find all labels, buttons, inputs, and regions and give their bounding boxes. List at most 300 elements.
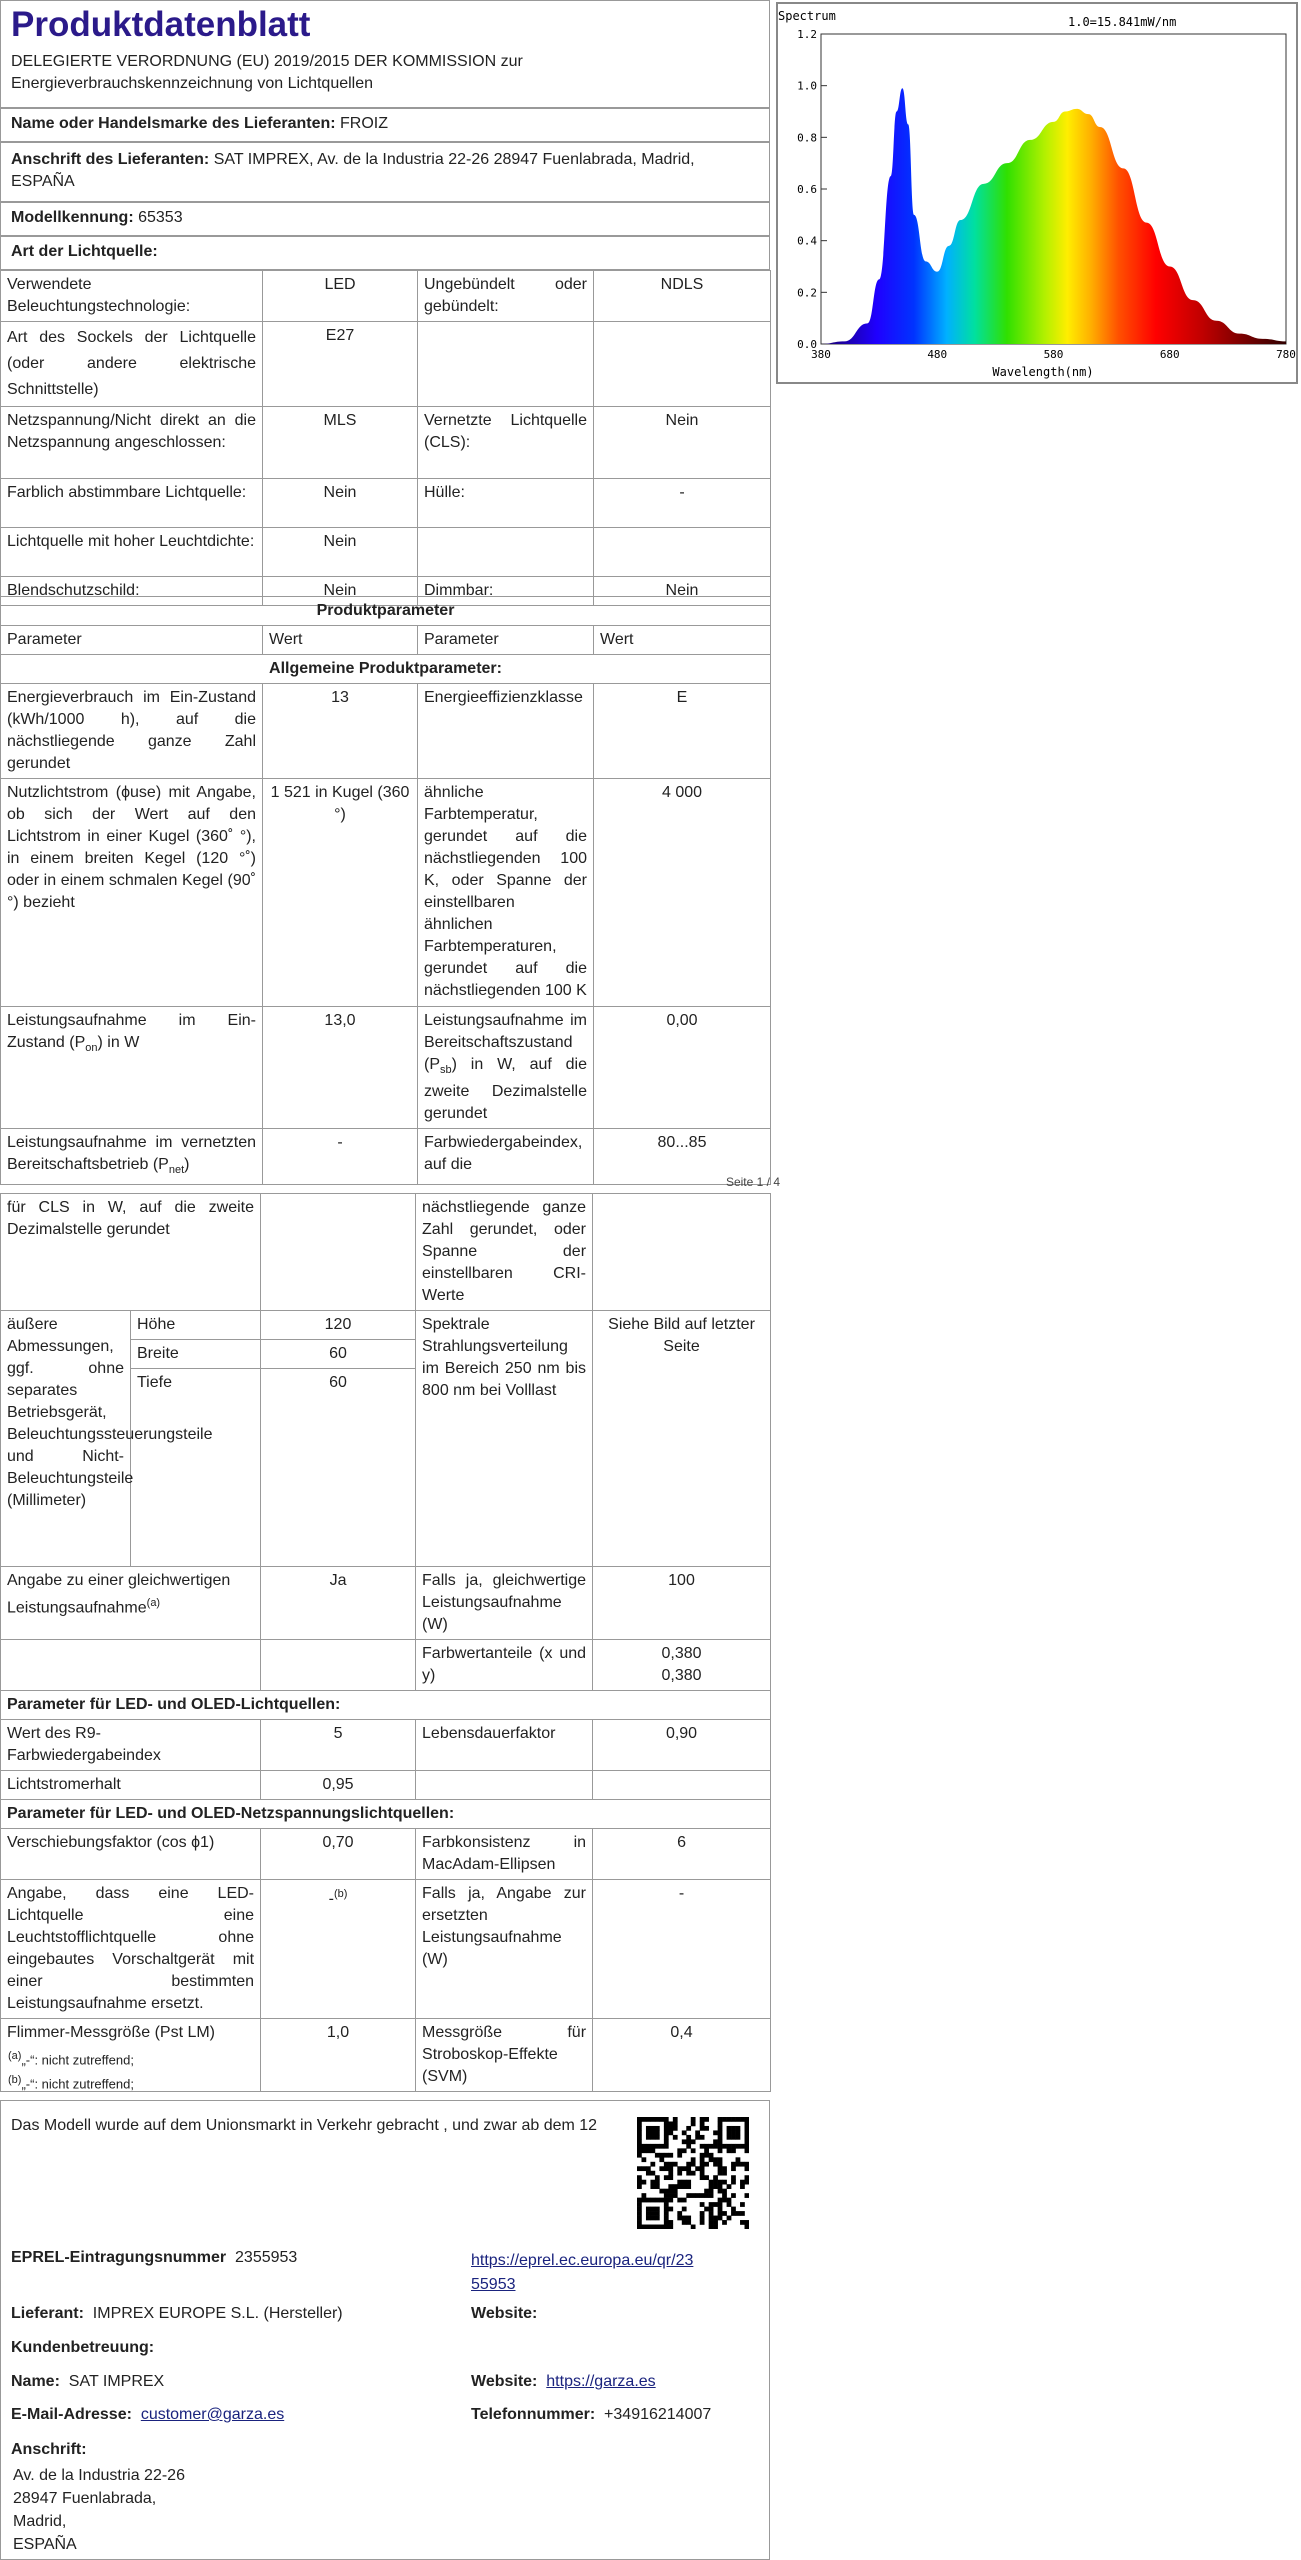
website2-row: Website: https://garza.es: [471, 2373, 656, 2390]
qr-module: [673, 2193, 678, 2198]
customer-service-label: Kundenbetreuung:: [11, 2339, 155, 2356]
qr-module: [650, 2211, 655, 2216]
qr-module: [668, 2166, 673, 2171]
qr-module: [655, 2144, 660, 2149]
param-value: 100: [593, 1567, 771, 1640]
qr-module: [718, 2166, 723, 2171]
qr-module: [700, 2121, 705, 2126]
qr-module: [659, 2153, 664, 2158]
qr-module: [637, 2220, 642, 2225]
qr-module: [700, 2157, 705, 2162]
type-value: [594, 528, 771, 577]
qr-module: [686, 2126, 691, 2131]
qr-module: [668, 2130, 673, 2135]
qr-module: [704, 2126, 709, 2131]
supplier-name-value: FROIZ: [340, 115, 389, 132]
param-label: Lichtstromerhalt: [1, 1771, 261, 1800]
qr-module: [718, 2162, 723, 2167]
qr-module: [637, 2126, 642, 2131]
qr-module: [731, 2126, 736, 2131]
qr-module: [664, 2166, 669, 2171]
table-row: [1, 322, 771, 407]
table-row: [1, 1311, 771, 1340]
qr-module: [655, 2207, 660, 2212]
qr-module: [668, 2198, 673, 2203]
qr-module: [736, 2126, 741, 2131]
qr-module: [686, 2184, 691, 2189]
qr-module: [745, 2126, 749, 2131]
qr-module: [637, 2117, 642, 2122]
qr-module: [718, 2121, 723, 2126]
y-tick-label: 0.8: [797, 131, 817, 145]
qr-module: [655, 2211, 660, 2216]
email-link[interactable]: customer@garza.es: [140, 2406, 285, 2423]
qr-module: [664, 2162, 669, 2167]
qr-module: [641, 2148, 646, 2153]
qr-module: [668, 2171, 673, 2176]
mains-heading: Parameter für LED- und OLED-Netzspannungslichtquellen:: [1, 1800, 771, 1829]
x-tick-label: 680: [1159, 348, 1180, 361]
qr-module: [700, 2144, 705, 2149]
qr-module: [664, 2202, 669, 2207]
qr-module: [659, 2225, 664, 2229]
qr-module: [731, 2193, 736, 2198]
qr-module: [673, 2162, 678, 2167]
qr-module: [722, 2220, 727, 2225]
qr-module: [673, 2117, 678, 2122]
dimensions-label: äußere Abmessungen, ggf. ohne separates Betriebsgerät, Beleuchtungssteuerungsteile und Nicht-Beleuchtungsteile (Millimeter): [1, 1311, 131, 1567]
qr-module: [695, 2135, 700, 2140]
qr-module: [704, 2153, 709, 2158]
qr-module: [709, 2193, 714, 2198]
qr-module: [637, 2121, 642, 2126]
qr-module: [646, 2211, 651, 2216]
y-tick-label: 1.2: [797, 28, 817, 41]
supplier-address-row: [0, 142, 770, 202]
qr-module: [745, 2148, 749, 2153]
qr-module: [664, 2198, 669, 2203]
col-value: Wert: [594, 626, 771, 655]
qr-module: [727, 2130, 732, 2135]
qr-module: [664, 2216, 669, 2221]
qr-module: [664, 2126, 669, 2131]
qr-module: [686, 2135, 691, 2140]
qr-module: [677, 2166, 682, 2171]
param-value: 0,70: [261, 1829, 416, 1880]
col-value: Wert: [263, 626, 418, 655]
param-label: Leistungsaufnahme im vernetzten Bereitschaftsbetrieb $(P_{net})$: [1, 1129, 263, 1185]
qr-module: [718, 2184, 723, 2189]
type-value: LED: [263, 271, 418, 322]
qr-module: [668, 2193, 673, 2198]
qr-module: [655, 2130, 660, 2135]
qr-module: [650, 2130, 655, 2135]
qr-module: [637, 2211, 642, 2216]
eprel-link[interactable]: https://eprel.ec.europa.eu/qr/23 55953: [471, 2252, 694, 2293]
chart-title: Spectrum: [778, 9, 836, 23]
qr-module: [745, 2139, 749, 2144]
supplier-row: Lieferant: IMPREX EUROPE S.L. (Hersteller): [11, 2305, 343, 2322]
qr-module: [709, 2144, 714, 2149]
qr-module: [668, 2162, 673, 2167]
qr-module: [650, 2184, 655, 2189]
qr-module: [718, 2207, 723, 2212]
qr-module: [745, 2121, 749, 2126]
qr-module: [745, 2225, 749, 2229]
qr-module: [695, 2130, 700, 2135]
qr-module: [718, 2171, 723, 2176]
qr-module: [727, 2117, 732, 2122]
qr-module: [709, 2207, 714, 2212]
qr-module: [709, 2184, 714, 2189]
param-value: 0,95: [261, 1771, 416, 1800]
qr-module: [713, 2220, 718, 2225]
website-link[interactable]: https://garza.es: [546, 2373, 656, 2390]
qr-module: [709, 2189, 714, 2194]
type-value: NDLS: [594, 271, 771, 322]
type-label: Blendschutzschild:: [1, 577, 263, 606]
qr-module: [731, 2207, 736, 2212]
qr-module: [731, 2175, 736, 2180]
qr-module: [668, 2189, 673, 2194]
qr-module: [722, 2117, 727, 2122]
qr-module: [727, 2148, 732, 2153]
qr-module: [668, 2121, 673, 2126]
table-row: [1, 1771, 771, 1800]
col-parameter: Parameter: [1, 626, 263, 655]
type-value: -: [594, 479, 771, 528]
qr-module: [686, 2139, 691, 2144]
spectrum-chart: [776, 2, 1298, 384]
qr-module: [691, 2121, 696, 2126]
qr-module: [691, 2117, 696, 2122]
qr-module: [646, 2225, 651, 2229]
table-row: [1, 1720, 771, 1771]
x-tick-label: 380: [811, 348, 831, 361]
qr-module: [704, 2189, 709, 2194]
y-tick-label: 0.4: [797, 234, 817, 248]
qr-module: [686, 2171, 691, 2176]
qr-module: [664, 2189, 669, 2194]
general-params-heading: Allgemeine Produktparameter:: [1, 655, 771, 684]
type-value: Nein: [263, 528, 418, 577]
qr-module: [736, 2130, 741, 2135]
type-label: Netzspannung/Nicht direkt an die Netzspannung angeschlossen:: [1, 407, 263, 479]
supplier-name-row: [0, 108, 770, 142]
qr-module: [731, 2144, 736, 2149]
param-label: Flimmer-Messgröße (Pst LM): [1, 2019, 261, 2092]
footnote-a: $^{(a)}$„-“: nicht zutreffend;: [8, 2050, 134, 2068]
contact-name-row: Name: SAT IMPREX: [11, 2373, 165, 2390]
spectrum-area: [821, 88, 1286, 344]
table-row: [1, 1880, 771, 2019]
qr-module: [677, 2198, 682, 2203]
qr-module: [682, 2139, 687, 2144]
col-parameter: Parameter: [418, 626, 594, 655]
qr-module: [655, 2216, 660, 2221]
qr-module: [740, 2220, 745, 2225]
table-row: [1, 271, 771, 322]
qr-module: [673, 2121, 678, 2126]
table-row: [1, 684, 771, 779]
spectral-value: Siehe Bild auf letzter Seite: [593, 1311, 771, 1567]
qr-module: [682, 2180, 687, 2185]
qr-module: [637, 2148, 642, 2153]
qr-module: [637, 2144, 642, 2149]
depth-value: 60: [261, 1369, 416, 1567]
qr-module: [646, 2207, 651, 2212]
y-tick-label: 0.6: [797, 183, 817, 196]
qr-module: [668, 2153, 673, 2158]
qr-module: [727, 2135, 732, 2140]
qr-module: [637, 2130, 642, 2135]
type-label: Hülle:: [418, 479, 594, 528]
qr-module: [718, 2189, 723, 2194]
qr-module: [713, 2162, 718, 2167]
qr-module: [718, 2157, 723, 2162]
qr-module: [682, 2216, 687, 2221]
qr-module: [745, 2130, 749, 2135]
qr-module: [668, 2220, 673, 2225]
qr-module: [664, 2139, 669, 2144]
qr-module: [745, 2135, 749, 2140]
qr-module: [664, 2130, 669, 2135]
qr-module: [731, 2166, 736, 2171]
qr-module: [677, 2180, 682, 2185]
param-value: 6: [593, 1829, 771, 1880]
qr-module: [655, 2153, 660, 2158]
width-value: 60: [261, 1340, 416, 1369]
param-label: für CLS in W, auf die zweite Dezimalstelle gerundet: [1, 1194, 261, 1311]
param-value: [593, 1194, 771, 1311]
qr-module: [745, 2193, 749, 2198]
qr-module: [637, 2225, 642, 2229]
qr-module: [650, 2207, 655, 2212]
param-label: Leistungsaufnahme im Bereitschaftszustand $(P_{sb})$ in W, auf die zweite Dezimalstelle gerundet: [418, 1007, 594, 1129]
qr-module: [637, 2202, 642, 2207]
type-label: [418, 528, 594, 577]
qr-module: [700, 2166, 705, 2171]
param-value: -: [593, 1880, 771, 2019]
qr-module: [709, 2157, 714, 2162]
qr-module: [731, 2148, 736, 2153]
param-label: Leistungsaufnahme im Ein-Zustand $(P_{on})$ in W: [1, 1007, 263, 1129]
eprel-row: EPREL-Eintragungsnummer 2355953: [11, 2249, 298, 2266]
qr-module: [700, 2193, 705, 2198]
qr-module: [659, 2189, 664, 2194]
qr-module: [700, 2135, 705, 2140]
supplier-address-label: Anschrift des Lieferanten:: [11, 151, 210, 168]
param-label: Energieverbrauch im Ein-Zustand (kWh/1000 h), auf die nächstliegende ganze Zahl gerundet: [1, 684, 263, 779]
type-value: E27: [263, 322, 418, 407]
qr-module: [664, 2175, 669, 2180]
supplier-address-value: SAT IMPREX, Av. de la Industria 22-26 28947 Fuenlabrada, Madrid, ESPAÑA: [11, 151, 695, 190]
qr-module: [637, 2207, 642, 2212]
qr-module: [713, 2180, 718, 2185]
table-row: [1, 528, 771, 577]
qr-module: [727, 2198, 732, 2203]
x-tick-label: 780: [1276, 348, 1296, 361]
qr-module: [682, 2130, 687, 2135]
qr-module: [655, 2135, 660, 2140]
param-value: 1,0: [261, 2019, 416, 2092]
qr-module: [713, 2130, 718, 2135]
type-label: Art des Sockels der Lichtquelle (oder andere elektrische Schnittstelle): [1, 322, 263, 407]
qr-module: [641, 2157, 646, 2162]
qr-module: [722, 2198, 727, 2203]
x-tick-label: 480: [927, 348, 948, 361]
qr-module: [659, 2166, 664, 2171]
qr-module: [691, 2193, 696, 2198]
qr-module: [704, 2117, 709, 2122]
qr-module: [700, 2117, 705, 2122]
qr-module: [641, 2225, 646, 2229]
table-row: [1, 479, 771, 528]
param-label: Angabe, dass eine LED-Lichtquelle eine Leuchtstofflichtquelle ohne eingebautes Vorschaltgerät mit einer bestimmten Leistungsaufnahme ersetzt.: [1, 1880, 261, 2019]
qr-module: [655, 2225, 660, 2229]
qr-module: [700, 2175, 705, 2180]
qr-module: [650, 2144, 655, 2149]
qr-module: [727, 2202, 732, 2207]
qr-module: [646, 2198, 651, 2203]
qr-module: [709, 2211, 714, 2216]
qr-module: [641, 2193, 646, 2198]
qr-module: [650, 2148, 655, 2153]
param-label: Nutzlichtstrom (ϕuse) mit Angabe, ob sich der Wert auf den Lichtstrom in einer Kugel (360˚ °), in einem breiten Kegel (120 °˚) oder in einem schmalen Kegel (90˚ °) bezieht: [1, 779, 263, 1007]
product-params-table-cont: [0, 1193, 770, 2092]
qr-module: [637, 2139, 642, 2144]
table-row: [1, 1007, 771, 1129]
qr-module: [682, 2184, 687, 2189]
y-tick-label: 0.0: [797, 338, 817, 351]
qr-module: [677, 2153, 682, 2158]
param-value: [261, 1194, 416, 1311]
qr-module: [727, 2126, 732, 2131]
header-block: [0, 0, 770, 108]
qr-module: [709, 2202, 714, 2207]
qr-module: [664, 2135, 669, 2140]
qr-module: [713, 2175, 718, 2180]
page-number: Seite 1 / 4: [725, 1175, 780, 1189]
qr-module: [740, 2202, 745, 2207]
qr-module: [655, 2180, 660, 2185]
qr-module: [650, 2162, 655, 2167]
address-label: Anschrift:: [11, 2441, 87, 2458]
type-value: Nein: [594, 577, 771, 606]
regulation-text: DELEGIERTE VERORDNUNG (EU) 2019/2015 DER KOMMISSION zur Energieverbrauchskennzeichnung von Lichtquellen: [11, 53, 523, 92]
qr-module: [655, 2184, 660, 2189]
qr-module: [709, 2216, 714, 2221]
qr-module: [650, 2225, 655, 2229]
qr-module: [700, 2162, 705, 2167]
website-label: Website:: [471, 2305, 538, 2322]
qr-module: [736, 2157, 741, 2162]
qr-module: [673, 2126, 678, 2131]
qr-module: [659, 2117, 664, 2122]
model-row: [0, 202, 770, 236]
qr-module: [677, 2216, 682, 2221]
email-row: E-Mail-Adresse: customer@garza.es: [11, 2406, 285, 2423]
qr-module: [677, 2184, 682, 2189]
qr-module: [745, 2166, 749, 2171]
type-label: Dimmbar:: [418, 577, 594, 606]
table-row: [1, 1129, 771, 1185]
qr-module: [709, 2180, 714, 2185]
qr-module: [664, 2117, 669, 2122]
table-row: [1, 407, 771, 479]
qr-module: [727, 2144, 732, 2149]
param-label: Farbkonsistenz in MacAdam-Ellipsen: [416, 1829, 593, 1880]
qr-module: [655, 2126, 660, 2131]
qr-module: [673, 2184, 678, 2189]
qr-module: [709, 2220, 714, 2225]
qr-module: [655, 2175, 660, 2180]
qr-module: [637, 2153, 642, 2158]
qr-module: [731, 2162, 736, 2167]
qr-module: [745, 2162, 749, 2167]
qr-module: [659, 2198, 664, 2203]
type-value: MLS: [263, 407, 418, 479]
spectral-label: Spektrale Strahlungsverteilung im Bereich 250 nm bis 800 nm bei Volllast: [416, 1311, 593, 1567]
qr-module: [722, 2189, 727, 2194]
param-label: Farbwertanteile (x und y): [416, 1640, 593, 1691]
qr-module: [637, 2175, 642, 2180]
qr-module: [718, 2144, 723, 2149]
qr-module: [704, 2162, 709, 2167]
qr-module: [718, 2198, 723, 2203]
param-value: 0,4: [593, 2019, 771, 2092]
qr-module: [650, 2198, 655, 2203]
eprel-number: 2355953: [235, 2249, 298, 2266]
qr-module: [704, 2144, 709, 2149]
qr-module: [664, 2144, 669, 2149]
qr-module: [731, 2135, 736, 2140]
led-heading: Parameter für LED- und OLED-Lichtquellen:: [1, 1691, 771, 1720]
qr-module: [650, 2117, 655, 2122]
qr-module: [745, 2117, 749, 2122]
qr-module: [668, 2126, 673, 2131]
qr-module: [637, 2216, 642, 2221]
qr-module: [704, 2148, 709, 2153]
type-value: Nein: [594, 407, 771, 479]
depth-label: Tiefe: [131, 1369, 261, 1567]
qr-module: [646, 2144, 651, 2149]
table-row: [1, 1640, 771, 1691]
model-value: 65353: [138, 209, 183, 226]
width-label: Breite: [131, 1340, 261, 1369]
x-axis-label: Wavelength(nm): [992, 365, 1094, 379]
qr-module: [677, 2148, 682, 2153]
qr-module: [637, 2198, 642, 2203]
qr-module: [704, 2193, 709, 2198]
qr-module: [668, 2184, 673, 2189]
qr-module: [736, 2117, 741, 2122]
qr-module: [641, 2180, 646, 2185]
qr-module: [691, 2162, 696, 2167]
qr-module: [650, 2171, 655, 2176]
qr-module: [713, 2144, 718, 2149]
market-text: Das Modell wurde auf dem Unionsmarkt in Verkehr gebracht , und zwar ab dem 12: [11, 2117, 598, 2134]
x-tick-label: 580: [1043, 348, 1064, 361]
qr-module: [736, 2211, 741, 2216]
param-label: Energieeffizienzklasse: [418, 684, 594, 779]
qr-module: [722, 2180, 727, 2185]
qr-module: [700, 2126, 705, 2131]
supplier-name-label: Name oder Handelsmarke des Lieferanten:: [11, 115, 336, 132]
qr-module: [641, 2166, 646, 2171]
qr-module: [668, 2225, 673, 2229]
param-value: 13,0: [263, 1007, 418, 1129]
